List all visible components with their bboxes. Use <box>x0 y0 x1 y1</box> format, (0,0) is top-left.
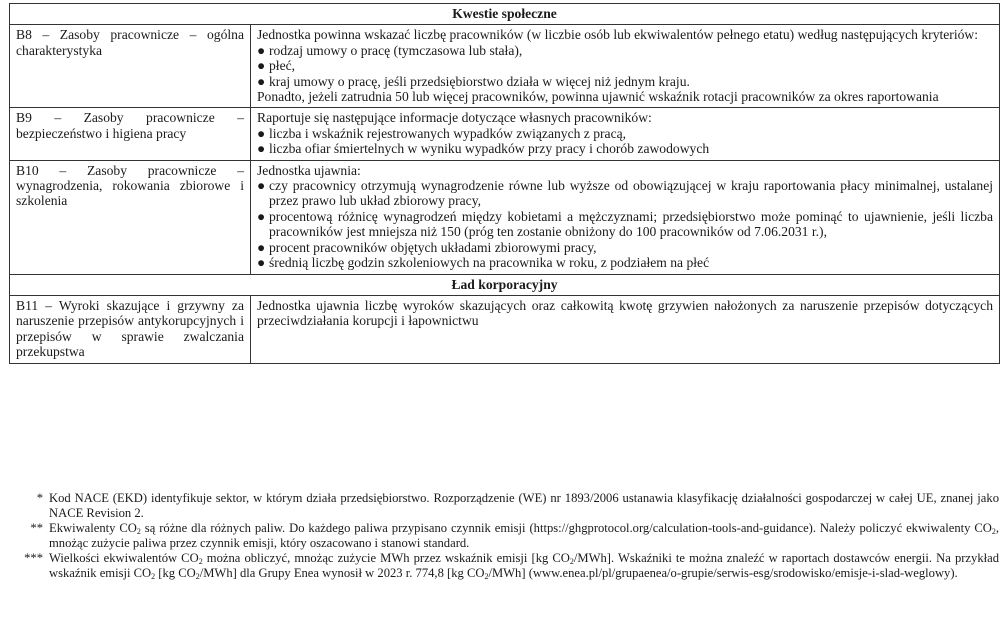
row-content-b10 <box>251 160 1000 274</box>
row-label-b10: B10 – Zasoby pracownicze – wynagrodzenia, rokowania zbiorowe i szkolenia <box>10 160 251 274</box>
bullet-icon: ● <box>257 125 266 141</box>
row-content-b9 <box>251 108 1000 160</box>
list-item: ● średnią liczbę godzin szkoleniowych na pracownika w roku, z podziałem na płeć <box>257 255 710 271</box>
list-item: ● procentową różnicę wynagrodzeń między kobietami a mężczyznami; przedsiębiorstwo może pominąć to ujawnienie, jeśli liczba pracowników jest mniejsza niż 150 (próg ten zostanie obniżony do 100 pracowników od 7.06.2031 r.), <box>257 208 994 240</box>
section-header-social: Kwestie społeczne <box>10 4 1000 25</box>
disclosure-table <box>9 3 1000 364</box>
footnote-text: Wielkości ekwiwalentów $CO_2$ można obliczyć, mnożąc zużycie MWh przez wskaźnik emisji [kg $CO_2/MWh$]. Wskaźniki te można znaleźć w raportach dostawców energii. Na przykład wskaźnik emisji $CO_2$ [kg $CO_2/MWh$] dla Grupy Enea wynosił w 2023 r. 774,8 [kg $CO_2/MWh$] (www.enea.pl/pl/grupaenea/o-grupie/serwis-esg/srodowisko/emisje-i-slad-weglowy). <box>49 551 1000 581</box>
list-item: ● płeć, <box>257 58 296 74</box>
bullet-icon: ● <box>257 42 266 58</box>
list-item: ● liczba ofiar śmiertelnych w wyniku wypadków przy pracy i chorób zawodowych <box>257 141 710 157</box>
footnote-mark: * <box>36 491 43 505</box>
footnotes <box>9 491 999 581</box>
section-header-row <box>10 274 1000 295</box>
bullet-icon: ● <box>257 208 266 224</box>
row-label-b11: B11 – Wyroki skazujące i grzywny za naruszenie przepisów antykorupcyjnych i przepisów w sprawie zwalczania przekupstwa <box>10 295 251 363</box>
bullet-icon: ● <box>257 141 266 157</box>
footnote-mark: *** <box>24 551 43 565</box>
row-content-b8 <box>251 25 1000 108</box>
list-item: ● procent pracowników objętych układami zbiorowymi pracy, <box>257 239 597 255</box>
section-header-governance: Ład korporacyjny <box>10 274 1000 295</box>
bullet-icon: ● <box>257 239 266 255</box>
footnote-text: Kod NACE (EKD) identyfikuje sektor, w którym działa przedsiębiorstwo. Rozporządzenie (WE) nr 1893/2006 ustanawia klasyfikację działalności gospodarczej w całej UE, znanej jako NACE Revision 2. <box>49 491 999 520</box>
list-item: ● liczba i wskaźnik rejestrowanych wypadków związanych z pracą, <box>257 125 627 141</box>
footnote-text: Ekwiwalenty $CO_2$ są różne dla różnych paliw. Do każdego paliwa przypisano czynnik emisji (https://ghgprotocol.org/calculation-tools-and-guidance). Należy policzyć ekwiwalenty $CO_2$, mnożąc zużycie paliwa przez czynnik emisji, który oszacowano i stanowi standard. <box>49 521 999 550</box>
list-item: ● kraj umowy o pracę, jeśli przedsiębiorstwo działa w więcej niż jednym kraju. <box>257 73 690 89</box>
list-item: ● rodzaj umowy o pracę (tymczasowa lub stała), <box>257 42 523 58</box>
bullet-icon: ● <box>257 178 266 194</box>
row-label-b8: B8 – Zasoby pracownicze – ogólna charakterystyka <box>10 25 251 108</box>
row-content-b11: Jednostka ujawnia liczbę wyroków skazujących oraz całkowitą kwotę grzywien nałożonych za naruszenie przepisów dotyczących przeciwdziałania korupcji i łapownictwu <box>251 295 1000 363</box>
section-header-row <box>10 4 1000 25</box>
footnote-1 <box>9 491 999 520</box>
footnote-3 <box>9 551 999 580</box>
table-row-b9 <box>10 108 1000 160</box>
b8-intro: Jednostka powinna wskazać liczbę pracowników (w liczbie osób lub ekwiwalentów pełnego etatu) według następujących kryteriów: <box>257 27 978 43</box>
b10-intro: Jednostka ujawnia: <box>257 162 361 178</box>
list-item: ● czy pracownicy otrzymują wynagrodzenie równe lub wyższe od obowiązującej w kraju raportowania płacy minimalnej, ustalanej przez prawo lub układ zbiorowy pracy, <box>257 178 994 209</box>
table-row-b8 <box>10 25 1000 108</box>
table-row-b10 <box>10 160 1000 274</box>
b9-intro: Raportuje się następujące informacje dotyczące własnych pracowników: <box>257 110 652 126</box>
b8-outro: Ponadto, jeżeli zatrudnia 50 lub więcej pracowników, powinna ujawnić wskaźnik rotacji pracowników za okres raportowania <box>257 89 939 105</box>
row-label-b9: B9 – Zasoby pracownicze – bezpieczeństwo i higiena pracy <box>10 108 251 160</box>
bullet-icon: ● <box>257 58 266 74</box>
footnote-mark: ** <box>30 521 43 535</box>
bullet-icon: ● <box>257 73 266 89</box>
table-row-b11 <box>10 295 1000 363</box>
bullet-icon: ● <box>257 255 266 271</box>
footnote-2 <box>9 521 999 550</box>
